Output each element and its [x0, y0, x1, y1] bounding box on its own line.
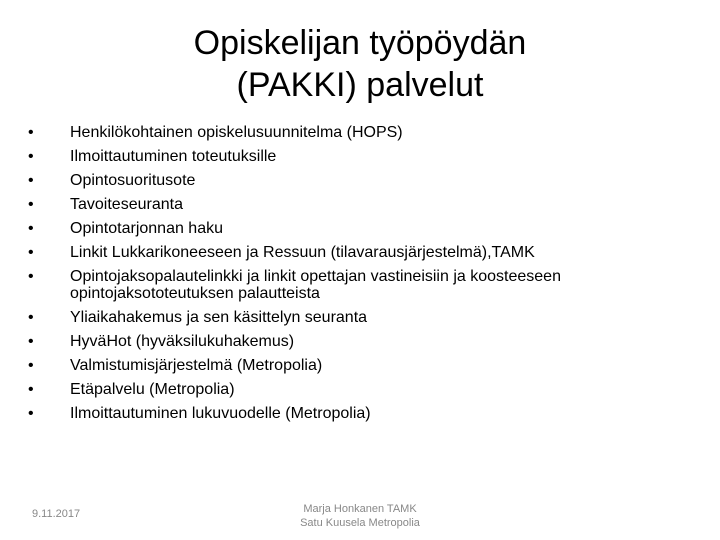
bullet-text: Opintojaksopalautelinkki ja linkit opettajan vastineisiin ja koosteeseen opintojaksototeutuksen palautteista	[70, 268, 561, 302]
bullet-item	[24, 124, 704, 141]
bullet-text: Linkit Lukkarikoneeseen ja Ressuun (tilavarausjärjestelmä),TAMK	[70, 244, 535, 261]
bullet-item	[24, 268, 704, 302]
bullet-dot-icon: •	[28, 244, 34, 261]
footer-authors	[260, 502, 460, 530]
bullet-item	[24, 196, 704, 213]
bullet-text: Etäpalvelu (Metropolia)	[70, 381, 235, 398]
bullet-dot-icon: •	[28, 381, 34, 398]
bullet-dot-icon: •	[28, 357, 34, 374]
bullet-item	[24, 309, 704, 326]
footer-author-2: Satu Kuusela Metropolia	[300, 517, 420, 529]
slide-title-line-2: (PAKKI) palvelut	[236, 66, 484, 104]
bullet-text: Opintotarjonnan haku	[70, 220, 223, 237]
bullet-item	[24, 220, 704, 237]
bullet-dot-icon: •	[28, 333, 34, 350]
bullet-dot-icon: •	[28, 309, 34, 326]
bullet-text: Opintosuoritusote	[70, 172, 196, 189]
bullet-dot-icon: •	[28, 172, 34, 189]
bullet-dot-icon: •	[28, 148, 34, 165]
bullet-dot-icon: •	[28, 268, 34, 285]
bullet-item	[24, 244, 704, 261]
bullet-text: HyväHot (hyväksilukuhakemus)	[70, 333, 295, 350]
bullet-text: Valmistumisjärjestelmä (Metropolia)	[70, 357, 323, 374]
bullet-text: Yliaikahakemus ja sen käsittelyn seuranta	[70, 309, 368, 326]
slide-title	[60, 22, 660, 106]
bullet-dot-icon: •	[28, 124, 34, 141]
bullet-dot-icon: •	[28, 220, 34, 237]
bullet-dot-icon: •	[28, 196, 34, 213]
bullet-item	[24, 405, 704, 422]
bullet-item	[24, 357, 704, 374]
bullet-text: Tavoiteseuranta	[70, 196, 183, 213]
bullet-text: Ilmoittautuminen lukuvuodelle (Metropolia)	[70, 405, 371, 422]
bullet-item	[24, 381, 704, 398]
bullet-item	[24, 172, 704, 189]
slide-title-line-1: Opiskelijan työpöydän	[193, 24, 527, 62]
bullet-item	[24, 333, 704, 350]
footer-date: 9.11.2017	[32, 508, 81, 520]
footer-author-1: Marja Honkanen TAMK	[303, 503, 417, 515]
bullet-dot-icon: •	[28, 405, 34, 422]
bullet-text: Ilmoittautuminen toteutuksille	[70, 148, 277, 165]
bullet-list	[24, 124, 704, 429]
bullet-text: Henkilökohtainen opiskelusuunnitelma (HOPS)	[70, 124, 403, 141]
bullet-item	[24, 148, 704, 165]
